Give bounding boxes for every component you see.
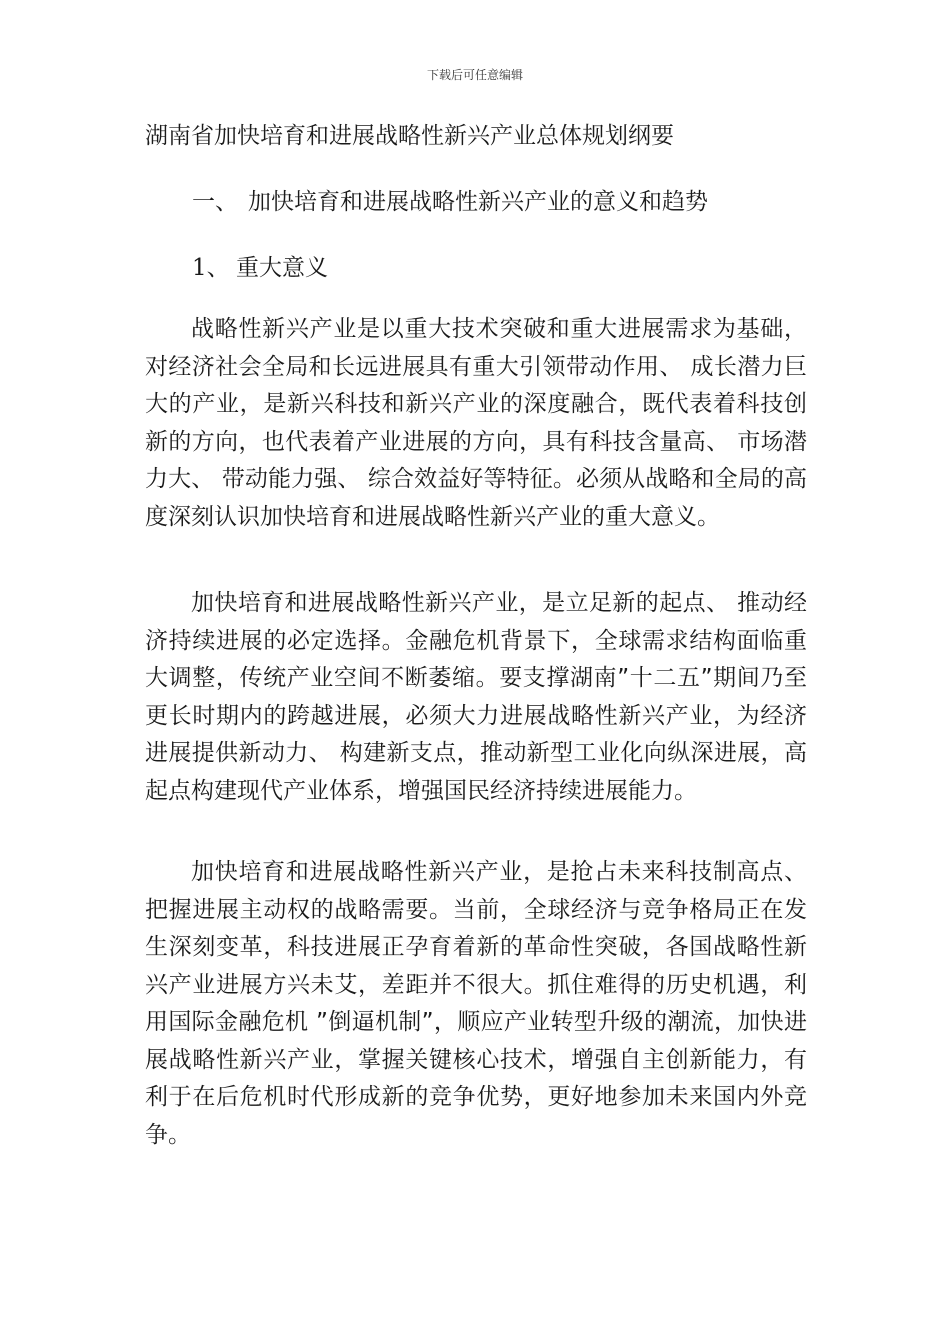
subsection-title: 重大意义 (236, 255, 328, 281)
subsection-number: 1、 (192, 255, 230, 281)
section-heading (192, 184, 708, 220)
paragraph-3: 加快培育和进展战略性新兴产业，是抢占未来科技制高点、把握进展主动权的战略需要。当前，全球经济与竞争格局正在发生深刻变革，科技进展正孕育着新的革命性突破，各国战略性新兴产业进展方兴未艾，差距并不很大。抓住难得的历史机遇，利用国际金融危机 ”倒逼机制”，顺应产业转型升级的潮流，加快进展战略性新兴产业，掌握关键核心技术，增强自主创新能力，有利于在后危机时代形成新的竞争优势，更好地参加未来国内外竞争。 (145, 859, 807, 1148)
section-title: 加快培育和进展战略性新兴产业的意义和趋势 (248, 189, 708, 215)
subsection-heading (192, 250, 328, 286)
paragraph-1: 战略性新兴产业是以重大技术突破和重大进展需求为基础，对经济社会全局和长远进展具有重大引领带动作用、 成长潜力巨大的产业，是新兴科技和新兴产业的深度融合，既代表着科技创新的方向，也代表着产业进展的方向，具有科技含量高、 市场潜力大、 带动能力强、 综合效益好等特征。必须从战略和全局的高度深刻认识加快培育和进展战略性新兴产业的重大意义。 (145, 316, 807, 530)
paragraph-2: 加快培育和进展战略性新兴产业，是立足新的起点、 推动经济持续进展的必定选择。金融危机背景下，全球需求结构面临重大调整，传统产业空间不断萎缩。要支撑湖南”十二五”期间乃至更长时期内的跨越进展，必须大力进展战略性新兴产业，为经济进展提供新动力、 构建新支点，推动新型工业化向纵深进展，高起点构建现代产业体系，增强国民经济持续进展能力。 (145, 590, 807, 804)
section-number: 一、 (192, 189, 238, 215)
document-title: 湖南省加快培育和进展战略性新兴产业总体规划纲要 (145, 123, 674, 149)
header-note: 下载后可任意编辑 (426, 68, 523, 82)
